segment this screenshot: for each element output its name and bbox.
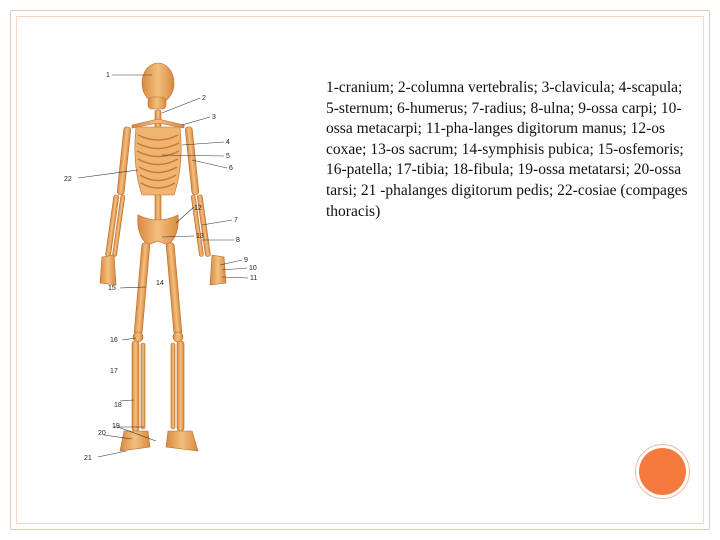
- figure-label-8: 8: [236, 237, 240, 244]
- figure-label-18: 18: [114, 402, 122, 409]
- figure-label-16: 16: [110, 337, 118, 344]
- figure-label-22: 22: [64, 176, 72, 183]
- anatomy-caption: 1-cranium; 2-columna vertebralis; 3-clavicula; 4-scapula; 5-sternum; 6-humerus; 7-radius; 8-ulna; 9-ossa carpi; 10-ossa metacarpi; 11-pha-langes digitorum manus; 12-os coxae; 13-os sacrum; 14-symphisis pubica; 15-osfemoris; 16-patella; 17-tibia; 18-fibula; 19-ossa metatarsi; 20-ossa tarsi; 21 -phalanges digitorum pedis; 22-cosiae (compages thoracis): [326, 79, 688, 220]
- figure-label-11: 11: [250, 275, 258, 282]
- humerus-right: [185, 127, 199, 195]
- figure-label-12: 12: [194, 205, 202, 212]
- figure-label-3: 3: [212, 114, 216, 121]
- foot-right: [166, 431, 198, 451]
- skeleton-bones: [100, 63, 226, 451]
- figure-label-17: 17: [110, 368, 118, 375]
- patella-right: [173, 332, 183, 342]
- figure-label-15: 15: [108, 285, 116, 292]
- decorative-circle: [639, 448, 686, 495]
- femur-right: [166, 243, 182, 335]
- jaw-bone: [148, 97, 166, 109]
- skeleton-figure: [52, 55, 272, 475]
- figure-label-20: 20: [98, 430, 106, 437]
- figure-label-10: 10: [249, 265, 257, 272]
- skeleton-illustration: [52, 55, 272, 475]
- fibula-right: [171, 343, 175, 429]
- fibula-left: [141, 343, 145, 429]
- figure-label-5: 5: [226, 153, 230, 160]
- figure-label-1: 1: [106, 72, 110, 79]
- tibia-left: [132, 341, 139, 431]
- figure-label-2: 2: [202, 95, 206, 102]
- hand-left: [100, 255, 116, 285]
- femur-left: [134, 243, 150, 335]
- patella-left: [133, 332, 143, 342]
- figure-label-4: 4: [226, 139, 230, 146]
- figure-label-14: 14: [156, 280, 164, 287]
- tibia-right: [177, 341, 184, 431]
- foot-left: [120, 431, 150, 451]
- figure-label-7: 7: [234, 217, 238, 224]
- figure-label-13: 13: [196, 233, 204, 240]
- figure-label-9: 9: [244, 257, 248, 264]
- humerus-left: [117, 127, 131, 195]
- figure-label-19: 19: [112, 423, 120, 430]
- figure-label-21: 21: [84, 455, 92, 462]
- figure-label-6: 6: [229, 165, 233, 172]
